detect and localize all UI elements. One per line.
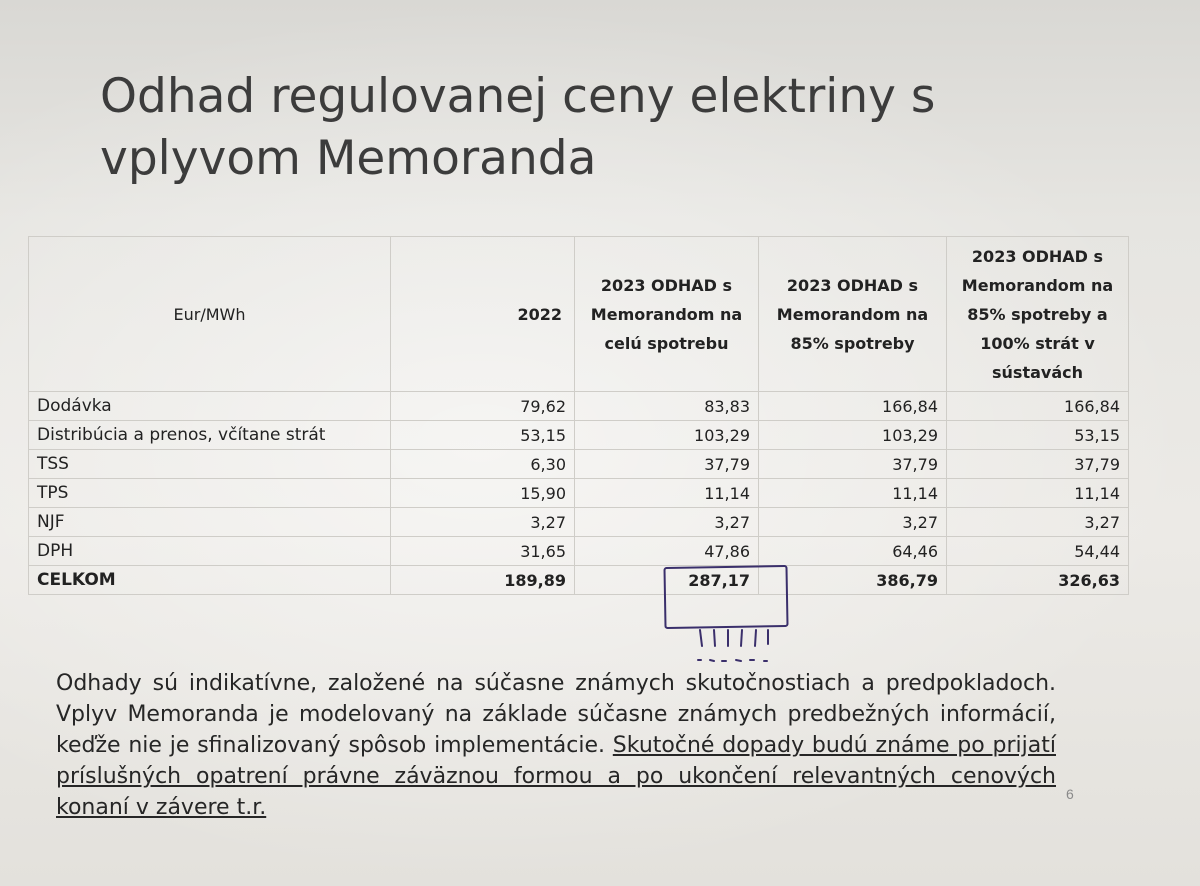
cell-value: 15,90 (391, 479, 575, 508)
table-row (29, 392, 1129, 421)
row-label: TPS (29, 479, 391, 508)
cell-value: 37,79 (947, 450, 1129, 479)
cell-value: 53,15 (391, 421, 575, 450)
cell-value: 31,65 (391, 537, 575, 566)
header-unit: Eur/MWh (29, 237, 391, 392)
cell-value: 79,62 (391, 392, 575, 421)
cell-value: 64,46 (759, 537, 947, 566)
note-underlined-text: Skutočné dopady budú známe po prijatí príslušných opatrení právne záväznou formou a po ukončení relevantných cenových konaní v závere t.r. (56, 733, 1056, 820)
total-label: CELKOM (29, 566, 391, 595)
cell-value: 3,27 (391, 508, 575, 537)
table-row (29, 537, 1129, 566)
cell-value: 6,30 (391, 450, 575, 479)
total-value: 189,89 (391, 566, 575, 595)
page-number: 6 (1066, 786, 1074, 802)
cell-value: 37,79 (759, 450, 947, 479)
cell-value: 47,86 (575, 537, 759, 566)
handwritten-tick-marks (690, 626, 780, 666)
total-value: 386,79 (759, 566, 947, 595)
total-value: 287,17 (575, 566, 759, 595)
table-row (29, 421, 1129, 450)
header-2023-85: 2023 ODHAD s Memorandom na 85% spotreby (759, 237, 947, 392)
row-label: NJF (29, 508, 391, 537)
total-value: 326,63 (947, 566, 1129, 595)
table-header-row (29, 237, 1129, 392)
header-2023-full: 2023 ODHAD s Memorandom na celú spotrebu (575, 237, 759, 392)
table-total-row (29, 566, 1129, 595)
row-label: DPH (29, 537, 391, 566)
note-text: Odhady sú indikatívne, založené na súčasne známych skutočnostiach a predpokladoch. Vplyv Memoranda je modelovaný na základe súčasne známych predbežných informácií, keďže nie je sfinalizovaný spôsob implementácie. (56, 671, 1056, 758)
cell-value: 11,14 (759, 479, 947, 508)
cell-value: 166,84 (759, 392, 947, 421)
table-row (29, 508, 1129, 537)
cell-value: 103,29 (575, 421, 759, 450)
cell-value: 166,84 (947, 392, 1129, 421)
cell-value: 3,27 (575, 508, 759, 537)
cell-value: 103,29 (759, 421, 947, 450)
disclaimer-note (56, 668, 1056, 823)
row-label: TSS (29, 450, 391, 479)
cell-value: 53,15 (947, 421, 1129, 450)
cell-value: 3,27 (947, 508, 1129, 537)
row-label: Dodávka (29, 392, 391, 421)
handwritten-box-annotation (663, 565, 788, 629)
cell-value: 11,14 (575, 479, 759, 508)
cell-value: 83,83 (575, 392, 759, 421)
header-2023-85-losses: 2023 ODHAD s Memorandom na 85% spotreby a 100% strát v sústavách (947, 237, 1129, 392)
table-row (29, 479, 1129, 508)
slide-title: Odhad regulovanej ceny elektriny s vplyvom Memoranda (100, 69, 936, 186)
cell-value: 3,27 (759, 508, 947, 537)
cell-value: 37,79 (575, 450, 759, 479)
cell-value: 11,14 (947, 479, 1129, 508)
table-row (29, 450, 1129, 479)
row-label: Distribúcia a prenos, včítane strát (29, 421, 391, 450)
cell-value: 54,44 (947, 537, 1129, 566)
header-2022: 2022 (391, 237, 575, 392)
price-table (28, 236, 1129, 595)
